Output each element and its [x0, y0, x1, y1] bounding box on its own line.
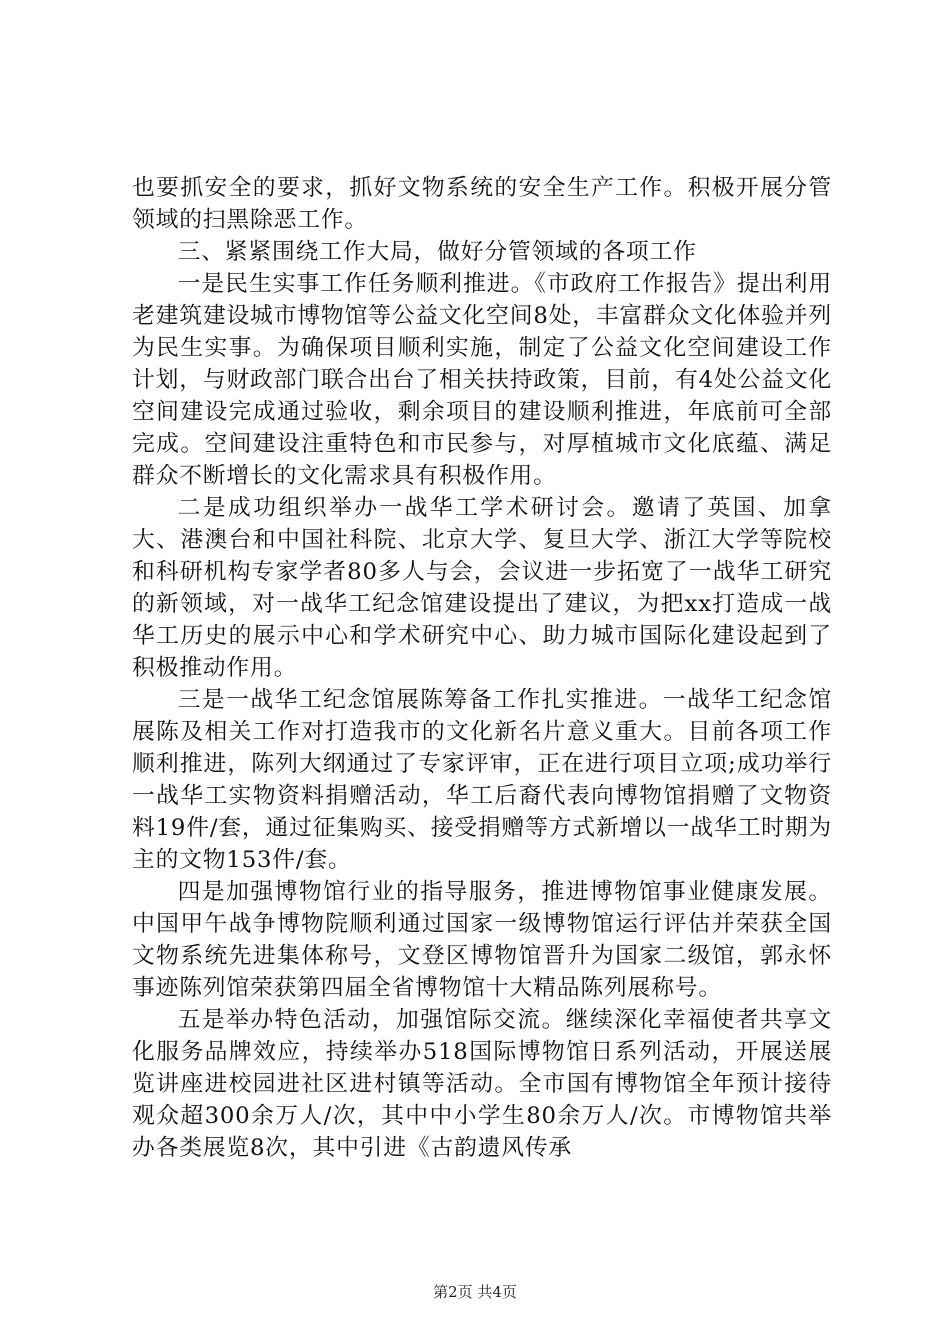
paragraph-1: 也要抓安全的要求，抓好文物系统的安全生产工作。积极开展分管领域的扫黑除恶工作。	[132, 175, 832, 233]
paragraph-6: 四是加强博物馆行业的指导服务，推进博物馆事业健康发展。中国甲午战争博物院顺利通过国家一级博物馆运行评估并荣获全国文物系统先进集体称号，文登区博物馆晋升为国家二级馆，郭永怀事迹陈列馆荣获第四届全省博物馆十大精品陈列展称号。	[132, 879, 832, 1001]
document-body	[132, 172, 832, 1164]
paragraph-5: 三是一战华工纪念馆展陈筹备工作扎实推进。一战华工纪念馆展陈及相关工作对打造我市的文化新名片意义重大。目前各项工作顺利推进，陈列大纲通过了专家评审，正在进行项目立项;成功举行一战华工实物资料捐赠活动，华工后裔代表向博物馆捐赠了文物资料19件/套，通过征集购买、接受捐赠等方式新增以一战华工时期为主的文物153件/套。	[132, 687, 832, 873]
paragraph-3: 一是民生实事工作任务顺利推进。《市政府工作报告》提出利用老建筑建设城市博物馆等公益文化空间8处，丰富群众文化体验并列为民生实事。为确保项目顺利实施，制定了公益文化空间建设工作计划，与财政部门联合出台了相关扶持政策，目前，有4处公益文化空间建设完成通过验收，剩余项目的建设顺利推进，年底前可全部完成。空间建设注重特色和市民参与，对厚植城市文化底蕴、满足群众不断增长的文化需求具有积极作用。	[132, 271, 832, 489]
paragraph-4: 二是成功组织举办一战华工学术研讨会。邀请了英国、加拿大、港澳台和中国社科院、北京大学、复旦大学、浙江大学等院校和科研机构专家学者80多人与会，会议进一步拓宽了一战华工研究的新领域，对一战华工纪念馆建设提出了建议，为把xx打造成一战华工历史的展示中心和学术研究中心、助力城市国际化建设起到了积极推动作用。	[132, 495, 832, 681]
page-footer: 第2页 共4页	[433, 1283, 517, 1301]
paragraph-7: 五是举办特色活动，加强馆际交流。继续深化幸福使者共享文化服务品牌效应，持续举办518国际博物馆日系列活动，开展送展览讲座进校园进社区进村镇等活动。全市国有博物馆全年预计接待观众超300余万人/次，其中中小学生80余万人/次。市博物馆共举办各类展览8次，其中引进《古韵遗风传承	[132, 1007, 832, 1161]
section-heading: 三、紧紧围绕工作大局，做好分管领域的各项工作	[177, 239, 697, 265]
